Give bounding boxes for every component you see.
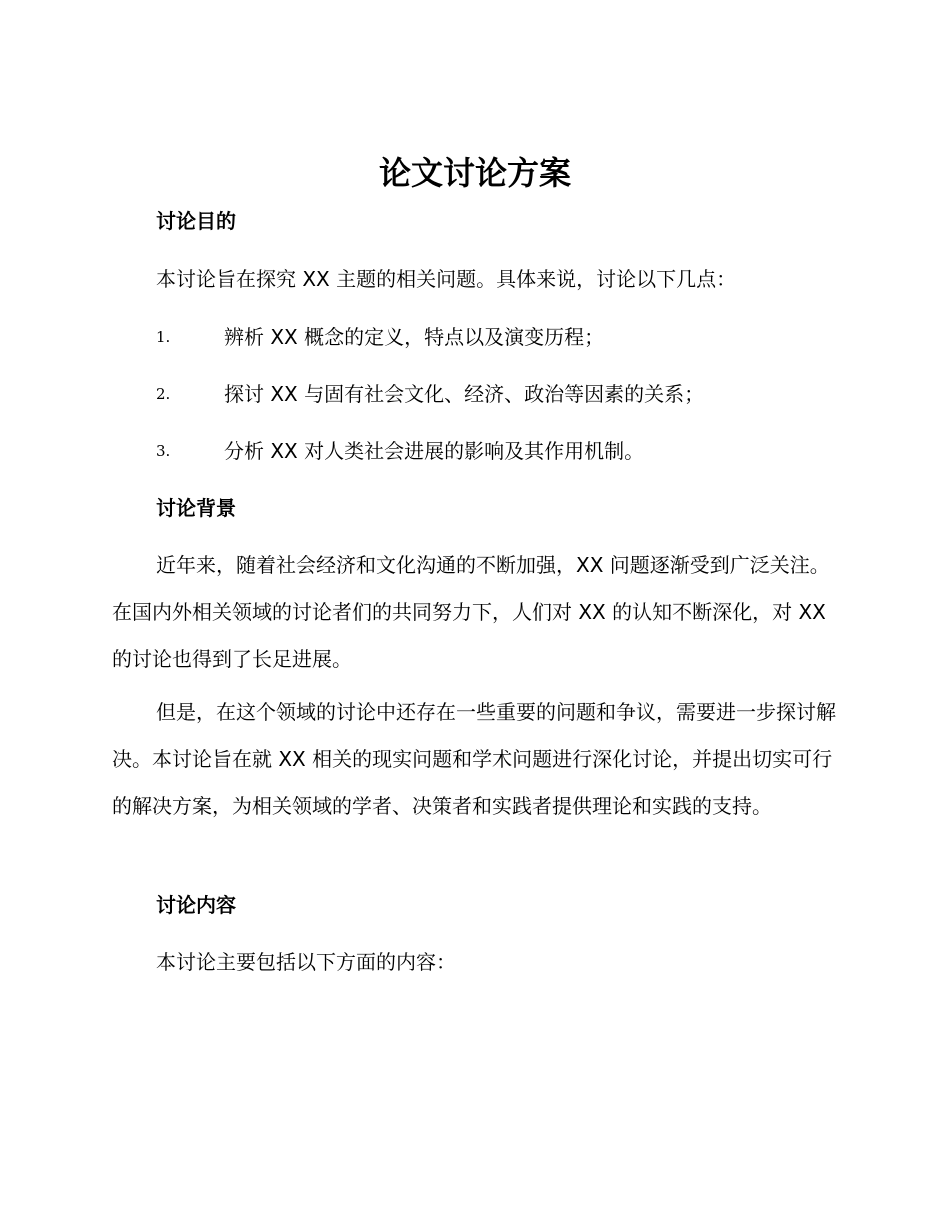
section-heading-purpose: 讨论目的 <box>156 209 236 233</box>
section-heading-content: 讨论内容 <box>156 893 236 917</box>
list-item-text: 辨析 XX 概念的定义，特点以及演变历程； <box>224 325 605 349</box>
list-item <box>156 379 856 409</box>
section-intro-content: 本讨论主要包括以下方面的内容： <box>156 950 456 974</box>
document-title: 论文讨论方案 <box>378 154 571 192</box>
section-heading-background: 讨论背景 <box>156 496 236 520</box>
list-item-number: 2. <box>156 385 171 403</box>
background-paragraph-1: 近年来，随着社会经济和文化沟通的不断加强，XX 问题逐渐受到广泛关注。在国内外相关领域的讨论者们的共同努力下，人们对 XX 的认知不断深化，对 XX 的讨论也得到了长足进展。 <box>112 553 830 671</box>
background-paragraph-2: 但是，在这个领域的讨论中还存在一些重要的问题和争议，需要进一步探讨解决。本讨论旨在就 XX 相关的现实问题和学术问题进行深化讨论，并提出切实可行的解决方案，为相关领域的学者、决策者和实践者提供理论和实践的支持。 <box>112 700 836 818</box>
list-item-number: 3. <box>156 442 171 460</box>
list-item <box>156 322 856 352</box>
list-item <box>156 436 856 466</box>
list-item-number: 1. <box>156 328 171 346</box>
section-intro-purpose: 本讨论旨在探究 XX 主题的相关问题。具体来说，讨论以下几点： <box>156 267 737 291</box>
list-item-text: 分析 XX 对人类社会进展的影响及其作用机制。 <box>224 439 645 463</box>
list-item-text: 探讨 XX 与固有社会文化、经济、政治等因素的关系； <box>224 382 705 406</box>
